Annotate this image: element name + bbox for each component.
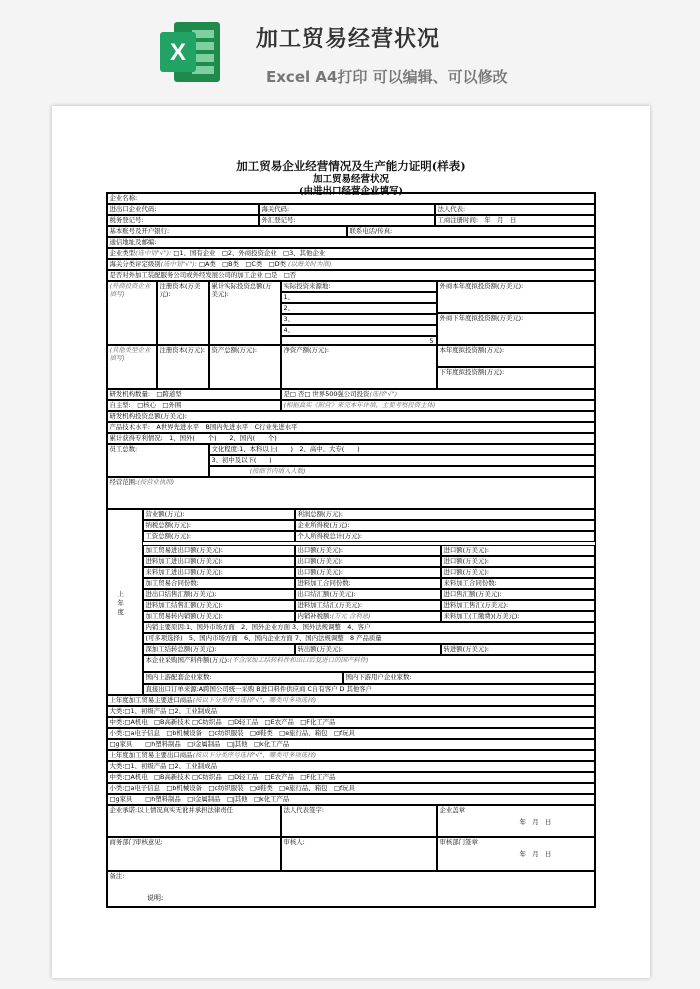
customs-rating-options[interactable]: □A类 □B类 □C类 □D类 xyxy=(198,259,286,268)
tax-total-field[interactable]: 纳税总额(万元): xyxy=(143,520,295,531)
business-scope-label: 经营范围: xyxy=(109,477,138,486)
export-settlement-field[interactable]: 出口结汇额(万美元): xyxy=(295,589,441,600)
wages-field[interactable]: 工资总额(万元): xyxy=(143,531,295,542)
page-subtitle: Excel A4打印 可以编辑、可以修改 xyxy=(266,68,508,86)
main-import-label: 上年度加工贸易主要进口商品 xyxy=(109,695,193,704)
trade-import-field[interactable]: 进口额(万美元): xyxy=(441,545,595,556)
investment-source-1[interactable]: 1、 xyxy=(281,292,437,303)
consignment-contract-field[interactable]: 来料加工合同份数: xyxy=(441,578,595,589)
fortune500-label: 是□ 否□ 世界500强公司投资 xyxy=(283,389,370,398)
phone-fax-field[interactable]: 联系电话/传真: xyxy=(347,226,595,237)
page-title: 加工贸易经营状况 xyxy=(256,27,441,52)
export-category-small[interactable]: 小类:□a电子信息 □b机械设备 □c纺织服装 □d鞋类 □e旅行品、箱包 □f玩具 xyxy=(107,783,595,794)
main-export-row[interactable] xyxy=(107,750,595,761)
svg-text:X: X xyxy=(169,39,187,66)
rnd-count-field[interactable]: 研发机构数量: □跨道型 xyxy=(107,389,281,400)
import-category-small-2[interactable]: □g家具 □h塑料制品 □i金属制品 □j其他 □k化工产品 xyxy=(107,739,595,750)
fortune500-field[interactable] xyxy=(281,389,595,400)
main-import-hint: (按以下分类序号选择"√"，哪类可多项选择) xyxy=(192,695,317,704)
net-assets-field[interactable]: 净资产额(万元): xyxy=(281,345,437,389)
company-type-label: 企业类型 xyxy=(109,248,136,257)
export-category-big[interactable]: 大类:□1、初级产品 □2、工业制成品 xyxy=(107,761,595,772)
transfer-in-field[interactable]: 转进额(万美元): xyxy=(441,644,595,655)
export-category-small-2[interactable]: □g家具 □h塑料制品 □i金属制品 □j其他 □k化工产品 xyxy=(107,794,595,805)
investment-this-year[interactable]: 本年度拟投资额(万元): xyxy=(437,345,595,367)
foreign-investment-this-year[interactable]: 外商本年度拟投资额(万美元): xyxy=(437,281,595,313)
tech-level-field[interactable]: 产品技术水平: A世界先进水平 B国内先进水平 C行业先进水平 xyxy=(107,422,595,433)
employees-field[interactable]: 员工总数: xyxy=(107,444,209,477)
customs-rating-row[interactable] xyxy=(107,259,595,270)
doc-subtitle: 加工贸易经营状况 xyxy=(312,174,389,185)
supplement-tax-label: 内销补税额: xyxy=(297,611,332,620)
trade-export-field[interactable]: 出口额(万美元): xyxy=(295,545,441,556)
transfer-out-field[interactable]: 转出额(万美元): xyxy=(295,644,441,655)
domestic-purchase-label: 本企业采购国产料件额(万元): xyxy=(145,655,230,664)
foreign-investment-label: (外商投资企业填写) xyxy=(107,281,157,345)
forex-id-field[interactable]: 外汇登记号: xyxy=(259,215,435,226)
document-page xyxy=(52,106,650,978)
revenue-field[interactable]: 营业额(万元): xyxy=(143,509,295,520)
investment-source-2[interactable]: 2、 xyxy=(281,303,437,314)
feed-export-field[interactable]: 出口额(万美元): xyxy=(295,556,441,567)
trade-total-field[interactable]: 加工贸易进出口额(万美元): xyxy=(143,545,295,556)
personal-tax-field[interactable]: 个人所得税总计(万元): xyxy=(295,531,595,542)
contract-count-field[interactable]: 加工贸易合同份数: xyxy=(143,578,295,589)
supplement-tax-hint: (万元 含利息) xyxy=(331,611,371,620)
downstream-users-field[interactable]: 国内下游用户企业家数: xyxy=(343,672,595,684)
forex-settlement-field[interactable]: 进出口结售汇额(万美元): xyxy=(143,589,295,600)
processing-enterprise-options[interactable]: □是 □否 xyxy=(264,270,297,279)
review-seal-label: 审核部门签章 xyxy=(439,837,478,846)
investment-next-year[interactable]: 下年度拟投资额(万元): xyxy=(437,367,595,389)
import-settlement-field[interactable]: 进口售汇额(万美元): xyxy=(441,589,595,600)
remarks-field[interactable]: 备注: xyxy=(107,871,595,907)
domestic-purchase-hint: (不含深加工结转料件和出口后复进口的国产料件) xyxy=(229,655,369,664)
doc-title: 加工贸易企业经营情况及生产能力证明(样表) xyxy=(236,159,466,173)
supplement-tax-field[interactable] xyxy=(295,611,441,622)
domestic-sales-field[interactable]: 加工贸易转内销额(万美元): xyxy=(143,611,295,622)
education-field[interactable]: 文化程度:1、本科以上( ) 2、高中、大专( ) xyxy=(209,444,595,455)
education-field-2[interactable]: 3、初中及以下( ) xyxy=(209,455,595,466)
investment-source-4[interactable]: 4、 xyxy=(281,325,437,336)
fortune500-hint: (选择"√") xyxy=(369,389,398,398)
commerce-opinion-field[interactable]: 商务部门审核意见: xyxy=(107,837,281,871)
commitment-field[interactable]: 企业承诺:以上情况真实无讹并承担法律责任 xyxy=(107,805,281,837)
company-type-hint: (选中划"√"): xyxy=(135,248,172,257)
company-name-field[interactable]: 企业名称: xyxy=(107,193,595,204)
registration-date-field[interactable]: 工商注册时间: 年 月 日 xyxy=(435,215,595,226)
last-year-label: 上年度 xyxy=(117,589,124,616)
profit-field[interactable]: 利润总额(万元): xyxy=(295,509,595,520)
company-type-options[interactable]: □1、国有企业 □2、外商投资企业 □3、其他企业 xyxy=(173,248,326,257)
domestic-reason-field-2[interactable]: (可多项选择) 5、国内市场方面 6、国内企业方面 7、国内法规调整 8 产品质量 xyxy=(143,633,595,644)
registered-capital-cny-field[interactable]: 注册资本(万元): xyxy=(157,345,209,389)
rnd-type-hint: (根据真实《附营》来完本年评填，主要考察投资主体) xyxy=(281,400,595,411)
processing-enterprise-label: 是否对外加工装配服务公司或外经发展公司的加工企业 xyxy=(109,270,263,279)
registered-capital-usd-field[interactable]: 注册资本(万美元): xyxy=(157,281,209,345)
reviewer-field[interactable]: 审核人: xyxy=(281,837,437,871)
review-seal-date: 年 月 日 xyxy=(519,849,552,858)
income-tax-field[interactable]: 企业所得税(万元): xyxy=(295,520,595,531)
investment-source-5[interactable]: 5 xyxy=(281,336,437,345)
tax-id-field[interactable]: 税务登记号: xyxy=(107,215,259,226)
domestic-purchase-field[interactable] xyxy=(143,655,595,672)
foreign-investment-next-year[interactable]: 外商下年度拟投资额(万美元): xyxy=(437,313,595,345)
customs-rating-note: (以海关时为准) xyxy=(288,259,332,268)
import-category-big[interactable]: 大类:□1、初级产品 □2、工业制成品 xyxy=(107,706,595,717)
export-category-mid[interactable]: 中类:□A机电 □B高新技术 □C纺织品 □D轻工品 □E农产品 □F化工产品 xyxy=(107,772,595,783)
company-seal-field[interactable] xyxy=(437,805,595,837)
form-table xyxy=(106,192,596,908)
feed-forex-in-field[interactable]: 进料加工结汇(万美元): xyxy=(295,600,441,611)
company-type-row[interactable] xyxy=(107,248,595,259)
consignment-processing-field[interactable]: 来料加工进出口额(万美元): xyxy=(143,567,295,578)
patents-field[interactable]: 累计获得专利情况: 1、国外( 个) 2、国内( 个) xyxy=(107,433,595,444)
feed-forex-out-field[interactable]: 进料加工售汇(万美元): xyxy=(441,600,595,611)
excel-icon xyxy=(160,18,222,86)
investment-source-label: 实际投资来源地: xyxy=(281,281,437,292)
total-investment-field[interactable]: 累计实际投资总额(万美元): xyxy=(209,281,281,345)
processing-enterprise-row[interactable] xyxy=(107,270,595,281)
upstream-suppliers-field[interactable]: 国内上游配套企业家数: xyxy=(143,672,343,684)
other-type-label: (其他类型企业填写) xyxy=(107,345,157,389)
rnd-investment-field[interactable]: 研发机构投资总额(万美元): xyxy=(107,411,595,422)
bank-account-field[interactable]: 基本账号及开户银行: xyxy=(107,226,347,237)
feed-processing-field[interactable]: 进料加工进出口额(万美元): xyxy=(143,556,295,567)
main-export-hint: (按以下分类序号选择"√"，哪类可多项选择) xyxy=(192,750,317,759)
customs-code-field[interactable]: 海关代码: xyxy=(259,204,435,215)
rnd-type-field[interactable]: 自主型: □核心 □外围 xyxy=(107,400,281,411)
legal-rep-field[interactable]: 法人代表: xyxy=(435,204,595,215)
page-header xyxy=(0,0,700,100)
address-field[interactable]: 通信地址及邮编: xyxy=(107,237,595,248)
customs-rating-label: 海关分类评定级别 xyxy=(109,259,161,268)
domestic-reason-field[interactable]: 内销主要原因:1、国外市场方面 2、国外企业方面 3、国外法规调整 4、客户 xyxy=(143,622,595,633)
doc-subtitle-2: (由进出口经营企业填写) xyxy=(299,186,403,197)
processing-fee-field[interactable]: 来料加工(工缴费)(万美元): xyxy=(441,611,595,622)
feed-import-field[interactable]: 进口额(万美元): xyxy=(441,556,595,567)
main-export-label: 上年度加工贸易主要出口商品 xyxy=(109,750,193,759)
main-import-row[interactable] xyxy=(107,695,595,706)
investment-source-3[interactable]: 3、 xyxy=(281,314,437,325)
review-seal-field[interactable] xyxy=(437,837,595,871)
feed-settlement-field[interactable]: 进料加工结售汇额(万美元): xyxy=(143,600,295,611)
note-label: 说明: xyxy=(147,894,164,902)
last-year-label-cell xyxy=(107,509,143,695)
import-category-small[interactable]: 小类:□a电子信息 □b机械设备 □c纺织服装 □d鞋类 □e旅行品、箱包 □f玩具 xyxy=(107,728,595,739)
company-code-field[interactable]: 进出口企业代码: xyxy=(107,204,259,215)
customs-rating-hint: (选中划"√"): xyxy=(160,259,197,268)
order-source-field[interactable]: 直接出口订单来源:A跨国公司统一采购 B进口料件供应商 C自有客户 D 其他客户 xyxy=(143,684,595,695)
business-scope-hint: (按营业执照) xyxy=(137,477,175,486)
deep-processing-field[interactable]: 深加工结转总额(万美元): xyxy=(143,644,295,655)
company-seal-date: 年 月 日 xyxy=(519,817,552,826)
import-category-mid[interactable]: 中类:□A机电 □B高新技术 □C纺织品 □D轻工品 □E农产品 □F化工产品 xyxy=(107,717,595,728)
education-hint: (按细节内填入人数) xyxy=(209,466,595,477)
business-scope-field[interactable] xyxy=(107,477,595,509)
total-assets-field[interactable]: 资产总额(万元): xyxy=(209,345,281,389)
feed-contract-field[interactable]: 进料加工合同份数: xyxy=(295,578,441,589)
company-seal-label: 企业盖章 xyxy=(439,805,466,814)
consignment-import-field[interactable]: 进口额(万美元): xyxy=(441,567,595,578)
consignment-export-field[interactable]: 出口额(万美元): xyxy=(295,567,441,578)
legal-rep-sign-field[interactable]: 法人代表签字: xyxy=(281,805,437,837)
